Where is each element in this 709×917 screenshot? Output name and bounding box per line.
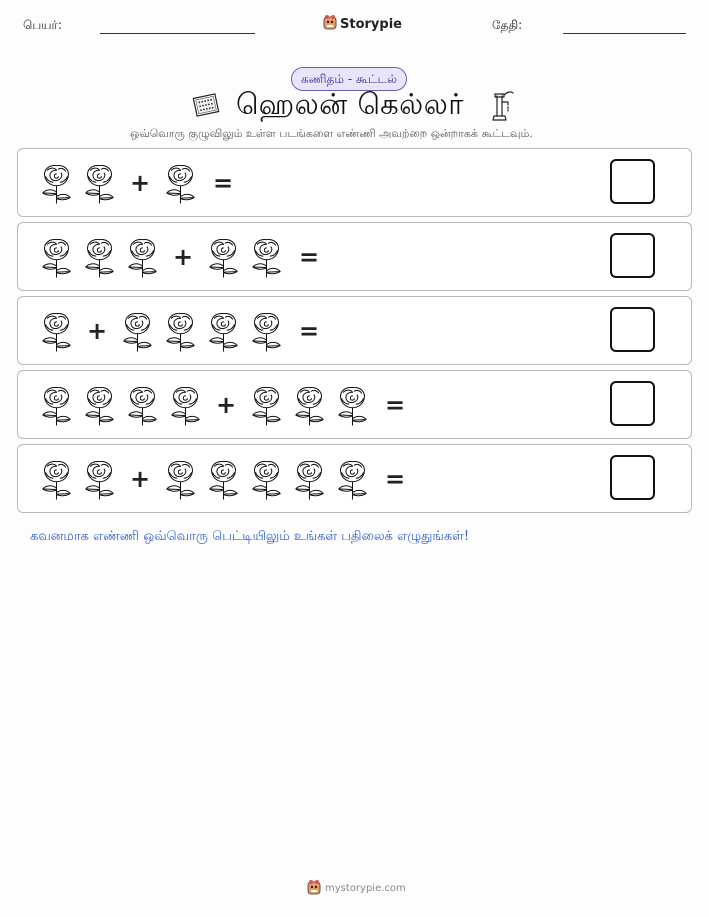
rose-icon (162, 310, 199, 352)
water-pump-icon (489, 90, 515, 126)
footer (307, 879, 406, 898)
answer-box[interactable] (610, 455, 655, 500)
rose-icon (205, 236, 242, 278)
date-line[interactable] (563, 33, 686, 34)
date-label: தேதி: (492, 18, 523, 32)
picture-equation (38, 297, 331, 364)
brand-name: Storypie (340, 16, 402, 32)
storypie-mascot-icon (307, 879, 321, 898)
rose-icon (81, 162, 118, 204)
rose-icon (38, 384, 75, 426)
picture-equation (38, 445, 417, 512)
equals-sign: = (384, 390, 406, 419)
rose-icon (248, 458, 285, 500)
problem-row (17, 444, 692, 513)
rose-icon (248, 310, 285, 352)
rose-icon (291, 458, 328, 500)
rose-icon (119, 310, 156, 352)
answer-box[interactable] (610, 159, 655, 204)
rose-icon (162, 458, 199, 500)
problem-row (17, 148, 692, 217)
equals-sign: = (212, 168, 234, 197)
picture-equation (38, 223, 331, 290)
rose-icon (81, 236, 118, 278)
hint-note: கவனமாக எண்ணி ஒவ்வொரு பெட்டியிலும் உங்கள் பதிலைக் எழுதுங்கள்! (30, 529, 470, 544)
rose-icon (167, 384, 204, 426)
rose-icon (38, 458, 75, 500)
plus-sign: + (129, 168, 151, 197)
picture-equation (38, 149, 245, 216)
answer-box[interactable] (610, 381, 655, 426)
rose-icon (38, 162, 75, 204)
rose-icon (124, 236, 161, 278)
plus-sign: + (86, 316, 108, 345)
instructions: ஒவ்வொரு குழுவிலும் உள்ள படங்களை எண்ணி அவற்றை ஒன்றாகக் கூட்டவும். (130, 127, 533, 140)
footer-url[interactable]: mystorypie.com (325, 883, 406, 894)
equals-sign: = (298, 242, 320, 271)
rose-icon (334, 458, 371, 500)
answer-box[interactable] (610, 233, 655, 278)
rose-icon (38, 310, 75, 352)
braille-book-icon (192, 92, 220, 122)
answer-box[interactable] (610, 307, 655, 352)
page-title: ஹெலன் கெல்லர் (236, 87, 464, 121)
rose-icon (81, 384, 118, 426)
rose-icon (81, 458, 118, 500)
rose-icon (334, 384, 371, 426)
storypie-logo (323, 14, 402, 34)
plus-sign: + (129, 464, 151, 493)
rose-icon (291, 384, 328, 426)
equals-sign: = (298, 316, 320, 345)
equals-sign: = (384, 464, 406, 493)
rose-icon (124, 384, 161, 426)
rose-icon (38, 236, 75, 278)
plus-sign: + (215, 390, 237, 419)
rose-icon (205, 310, 242, 352)
problem-row (17, 370, 692, 439)
rose-icon (162, 162, 199, 204)
storypie-mascot-icon (323, 14, 337, 34)
rose-icon (205, 458, 242, 500)
rose-icon (248, 236, 285, 278)
rose-icon (248, 384, 285, 426)
name-line[interactable] (100, 33, 255, 34)
problem-row (17, 222, 692, 291)
plus-sign: + (172, 242, 194, 271)
name-label: பெயர்: (23, 18, 62, 32)
picture-equation (38, 371, 417, 438)
subject-badge: கணிதம் - கூட்டல் (291, 67, 407, 91)
problem-row (17, 296, 692, 365)
